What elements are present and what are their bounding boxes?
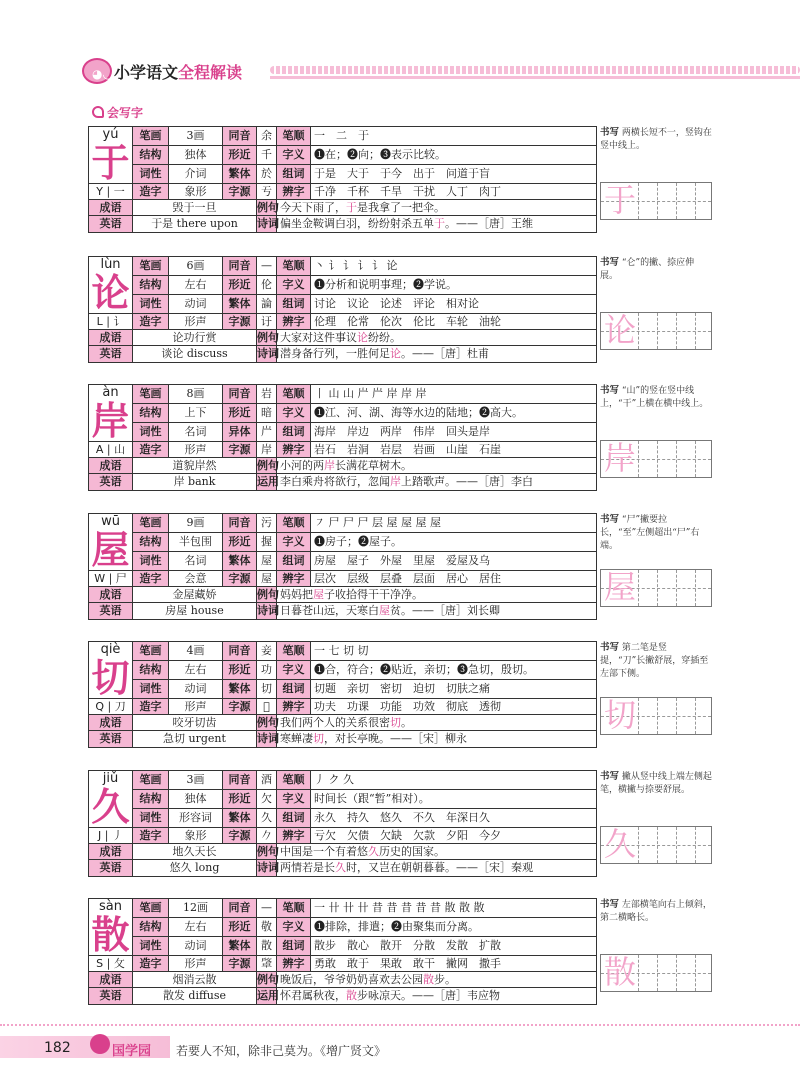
structure-label: 结构 [133,533,169,552]
stroke-count: 3画 [169,127,223,146]
index-cell: J | 丿 [89,828,133,844]
origin-glyph: 岸 [257,442,277,458]
similar-char: 功 [257,661,277,680]
structure-value: 左右 [169,918,223,937]
pos-value: 动词 [169,295,223,314]
distinguish-label: 辨字 [277,571,311,587]
alt-form-char: 切 [257,680,277,699]
index-cell: L | 讠 [89,314,133,330]
idiom-label: 成语 [89,715,133,731]
homophone-label: 同音 [223,514,257,533]
footer-divider [0,1024,800,1026]
stroke-order-label: 笔顺 [277,257,311,276]
stroke-order-label: 笔顺 [277,514,311,533]
structure-label: 结构 [133,404,169,423]
idiom-value: 烟消云散 [133,972,257,988]
stroke-order-sequence: 丶 讠 讠 讠 讠 论 [311,257,597,276]
pos-value: 介词 [169,165,223,184]
english-value: 急切 urgent [133,731,257,747]
writing-tip: 书写 撇从竖中线上端左侧起笔，横撇与捺要舒展。 [600,771,712,795]
index-cell: W | 尸 [89,571,133,587]
poem-line: 李白乘舟将欲行，忽闻岸上踏歌声。——［唐］李白 [277,474,597,490]
writing-tip-panel [600,256,712,349]
english-value: 房屋 house [133,603,257,619]
practice-char: 散 [603,953,636,991]
stroke-count: 12画 [169,899,223,918]
meaning-value: ❶江、河、湖、海等水边的陆地；❷高大。 [311,404,597,423]
poem-line: 怀君属秋夜，散步咏凉天。——［唐］韦应物 [277,988,597,1004]
structure-value: 半包围 [169,533,223,552]
words-label: 组词 [277,809,311,828]
meaning-label: 字义 [277,533,311,552]
english-label: 英语 [89,216,133,232]
origin-label: 字源 [223,184,257,200]
meaning-value: ❶分析和说明事理；❷学说。 [311,276,597,295]
character: 论 [91,270,130,315]
section-tag: 会写字 [92,104,143,121]
writing-tip: 书写 “尸”撇要拉长，“至”左侧超出“尸”右端。 [600,514,700,551]
homophone-label: 同音 [223,899,257,918]
words-label: 组词 [277,295,311,314]
example-sentence: 大家对这件事议论纷纷。 [277,330,597,346]
formation-label: 造字 [133,184,169,200]
practice-grid [600,182,712,220]
idiom-label: 成语 [89,458,133,474]
poem-label: 诗词 [257,731,277,747]
example-label: 例句 [257,972,277,988]
writing-tip-panel [600,898,712,991]
stroke-count: 9画 [169,514,223,533]
practice-char: 于 [603,181,636,219]
word-examples: 切题 亲切 密切 迫切 切肤之痛 [311,680,597,699]
formation-label: 造字 [133,956,169,972]
pinyin: qiè [100,642,121,657]
pos-value: 动词 [169,937,223,956]
similar-char: 千 [257,146,277,165]
words-label: 组词 [277,423,311,442]
english-label: 英语 [89,988,133,1004]
entry-table [88,898,597,1005]
alt-form-label: 繁体 [223,165,257,184]
english-label: 英语 [89,603,133,619]
stroke-order-sequence: 一 七 切 切 [311,642,597,661]
similar-char: 暗 [257,404,277,423]
pos-label: 词性 [133,423,169,442]
example-label: 例句 [257,587,277,603]
practice-char: 屋 [603,568,636,606]
formation-value: 形声 [169,442,223,458]
poem-label: 运用 [257,988,277,1004]
similar-label: 形近 [223,790,257,809]
idiom-value: 论功行赏 [133,330,257,346]
practice-grid [600,312,712,350]
homophone-char: — [257,899,277,918]
structure-value: 独体 [169,790,223,809]
similar-label: 形近 [223,533,257,552]
formation-label: 造字 [133,314,169,330]
word-examples: 于是 大于 于今 出于 问道于盲 [311,165,597,184]
mascot-icon [90,1034,110,1054]
distinguish-label: 辨字 [277,442,311,458]
alt-form-char: 久 [257,809,277,828]
example-sentence: 妈妈把屋子收拾得干干净净。 [277,587,597,603]
distinguish-label: 辨字 [277,828,311,844]
practice-grid [600,569,712,607]
distinguish-label: 辨字 [277,699,311,715]
page-number: 182 [44,1040,71,1056]
similar-label: 形近 [223,276,257,295]
structure-label: 结构 [133,146,169,165]
page-header [0,0,800,100]
distinguish-label: 辨字 [277,956,311,972]
hand-icon [92,106,104,118]
structure-label: 结构 [133,790,169,809]
similar-label: 形近 [223,404,257,423]
stroke-order-sequence: 丨 山 山 屵 屵 岸 岸 岸 [311,385,597,404]
idiom-label: 成语 [89,972,133,988]
similar-label: 形近 [223,146,257,165]
example-sentence: 今天下雨了，于是我拿了一把伞。 [277,200,597,216]
alt-form-label: 繁体 [223,552,257,571]
example-sentence: 晚饭后，爷爷奶奶喜欢去公园散步。 [277,972,597,988]
pos-value: 名词 [169,423,223,442]
example-sentence: 小河的两岸长满花草树木。 [277,458,597,474]
character: 于 [91,140,130,185]
distinguish-words: 功夫 功课 功能 功效 彻底 透彻 [311,699,597,715]
practice-grid [600,954,712,992]
pos-value: 名词 [169,552,223,571]
alt-form-label: 繁体 [223,809,257,828]
stroke-count: 8画 [169,385,223,404]
poem-line: 潜身备行列，一胜何足论。——［唐］杜甫 [277,346,597,362]
homophone-label: 同音 [223,385,257,404]
poem-line: 两情若是长久时，又岂在朝朝暮暮。——［宋］秦观 [277,860,597,876]
index-cell: S | 攵 [89,956,133,972]
idiom-value: 咬牙切齿 [133,715,257,731]
poem-label: 诗词 [257,216,277,232]
practice-grid [600,440,712,478]
writing-tip: 书写 第二笔是竖提，“刀”长撇舒展，穿插至左部下侧。 [600,642,709,679]
distinguish-label: 辨字 [277,184,311,200]
character: 散 [91,912,130,957]
alt-form-label: 繁体 [223,937,257,956]
writing-tip-panel [600,641,712,734]
pos-label: 词性 [133,295,169,314]
writing-tip: 书写 “山”的竖在竖中线上，“干”上横在横中线上。 [600,385,709,409]
writing-tip-panel [600,384,712,477]
distinguish-words: 亏欠 欠债 欠缺 欠款 夕阳 今夕 [311,828,597,844]
formation-value: 象形 [169,184,223,200]
pos-label: 词性 [133,937,169,956]
entry-table [88,770,597,877]
formation-label: 造字 [133,699,169,715]
distinguish-words: 千净 千杯 千旱 干扰 人丁 肉丁 [311,184,597,200]
strokes-label: 笔画 [133,257,169,276]
distinguish-label: 辨字 [277,314,311,330]
pos-label: 词性 [133,552,169,571]
similar-char: 伦 [257,276,277,295]
footer-quote: 若要人不知，除非己莫为。《增广贤文》 [176,1044,387,1058]
idiom-label: 成语 [89,844,133,860]
pos-label: 词性 [133,680,169,699]
meaning-label: 字义 [277,918,311,937]
word-examples: 房屋 屋子 外屋 里屋 爱屋及乌 [311,552,597,571]
pinyin: jiǔ [102,771,119,786]
english-label: 英语 [89,474,133,490]
word-examples: 海岸 岸边 两岸 伟岸 回头是岸 [311,423,597,442]
english-value: 谈论 discuss [133,346,257,362]
pos-label: 词性 [133,809,169,828]
idiom-value: 金屋藏娇 [133,587,257,603]
writing-tip-panel [600,770,712,863]
homophone-char: 岩 [257,385,277,404]
alt-form-char: 於 [257,165,277,184]
character: 久 [91,784,130,829]
similar-label: 形近 [223,918,257,937]
formation-value: 形声 [169,314,223,330]
origin-label: 字源 [223,956,257,972]
homophone-label: 同音 [223,127,257,146]
homophone-label: 同音 [223,642,257,661]
structure-label: 结构 [133,276,169,295]
strokes-label: 笔画 [133,642,169,661]
word-examples: 讨论 议论 论述 评论 相对论 [311,295,597,314]
origin-glyph: 屋 [257,571,277,587]
poem-line: 寒蝉凄切，对长亭晚。——［宋］柳永 [277,731,597,747]
formation-value: 象形 [169,828,223,844]
character: 岸 [91,398,130,443]
formation-value: 形声 [169,956,223,972]
char-cell [89,257,133,314]
strokes-label: 笔画 [133,385,169,404]
origin-label: 字源 [223,828,257,844]
words-label: 组词 [277,165,311,184]
meaning-label: 字义 [277,790,311,809]
stroke-count: 4画 [169,642,223,661]
origin-label: 字源 [223,442,257,458]
distinguish-words: 岩石 岩洞 岩层 岩画 山崖 石崖 [311,442,597,458]
header-decoration-line [270,76,800,79]
poem-label: 运用 [257,474,277,490]
structure-value: 左右 [169,276,223,295]
similar-char: 敬 [257,918,277,937]
distinguish-words: 层次 层级 层叠 层面 居心 居住 [311,571,597,587]
practice-char: 切 [603,696,636,734]
entry-table [88,126,597,233]
pos-label: 词性 [133,165,169,184]
example-label: 例句 [257,330,277,346]
example-label: 例句 [257,458,277,474]
example-label: 例句 [257,715,277,731]
alt-form-label: 异体 [223,423,257,442]
alt-form-char: 屋 [257,552,277,571]
char-cell [89,385,133,442]
stroke-order-label: 笔顺 [277,771,311,790]
homophone-char: 妾 [257,642,277,661]
example-label: 例句 [257,844,277,860]
entry-table [88,641,597,748]
structure-label: 结构 [133,661,169,680]
homophone-char: — [257,257,277,276]
poem-line: 日暮苍山远，天寒白屋贫。——［唐］刘长卿 [277,603,597,619]
words-label: 组词 [277,937,311,956]
pos-value: 形容词 [169,809,223,828]
meaning-label: 字义 [277,404,311,423]
alt-form-char: 屵 [257,423,277,442]
stroke-order-sequence: 丿 ク 久 [311,771,597,790]
index-cell: A | 山 [89,442,133,458]
stroke-order-label: 笔顺 [277,385,311,404]
writing-tip-panel [600,126,712,219]
word-examples: 永久 持久 悠久 不久 年深日久 [311,809,597,828]
stroke-order-label: 笔顺 [277,899,311,918]
similar-char: 欠 [257,790,277,809]
poem-label: 诗词 [257,603,277,619]
english-label: 英语 [89,346,133,362]
english-value: 散发 diffuse [133,988,257,1004]
stroke-order-sequence: 一 二 于 [311,127,597,146]
mascot-logo-icon: ◕◡◕ [82,58,112,84]
practice-char: 久 [603,825,636,863]
entry-table [88,384,597,491]
example-sentence: 中国是一个有着悠久历史的国家。 [277,844,597,860]
writing-tip: 书写 两横长短不一，竖钩在竖中线上。 [600,127,712,151]
meaning-label: 字义 [277,276,311,295]
entry-table [88,256,597,363]
practice-grid [600,826,712,864]
poem-label: 诗词 [257,860,277,876]
english-label: 英语 [89,860,133,876]
origin-glyph: 亐 [257,184,277,200]
pinyin: wū [101,514,120,529]
char-cell [89,899,133,956]
english-label: 英语 [89,731,133,747]
practice-grid [600,697,712,735]
structure-value: 上下 [169,404,223,423]
formation-value: 形声 [169,699,223,715]
index-cell: Y | 一 [89,184,133,200]
character: 切 [91,655,130,700]
similar-label: 形近 [223,661,257,680]
pinyin: àn [102,385,119,400]
meaning-label: 字义 [277,146,311,165]
homophone-label: 同音 [223,257,257,276]
book-title: 小学语文全程解读 [114,63,243,82]
origin-label: 字源 [223,314,257,330]
pos-value: 动词 [169,680,223,699]
similar-char: 握 [257,533,277,552]
idiom-value: 道貌岸然 [133,458,257,474]
pinyin: sàn [99,899,122,914]
poem-line: 偏坐金鞍调白羽，纷纷射杀五单于。——［唐］王维 [277,216,597,232]
english-value: 岸 bank [133,474,257,490]
formation-label: 造字 [133,828,169,844]
char-cell [89,771,133,828]
index-cell: Q | 刀 [89,699,133,715]
formation-label: 造字 [133,571,169,587]
stroke-order-label: 笔顺 [277,642,311,661]
footer-label: 国学园 [112,1044,152,1059]
origin-glyph: 𠂊 [257,828,277,844]
idiom-label: 成语 [89,587,133,603]
idiom-value: 毁于一旦 [133,200,257,216]
stroke-count: 3画 [169,771,223,790]
structure-label: 结构 [133,918,169,937]
homophone-label: 同音 [223,771,257,790]
stroke-order-sequence: 一 卄 卄 卄 昔 昔 昔 昔 昔 散 散 散 [311,899,597,918]
poem-label: 诗词 [257,346,277,362]
char-cell [89,642,133,699]
header-decoration [270,66,800,74]
alt-form-label: 繁体 [223,295,257,314]
origin-label: 字源 [223,699,257,715]
words-label: 组词 [277,680,311,699]
homophone-char: 污 [257,514,277,533]
alt-form-label: 繁体 [223,680,257,699]
idiom-label: 成语 [89,200,133,216]
origin-glyph: 𭃢 [257,699,277,715]
strokes-label: 笔画 [133,127,169,146]
origin-label: 字源 [223,571,257,587]
entry-table [88,513,597,620]
stroke-order-sequence: ㇇ 尸 尸 尸 层 屋 屋 屋 屋 [311,514,597,533]
stroke-order-label: 笔顺 [277,127,311,146]
stroke-count: 6画 [169,257,223,276]
pinyin: yú [102,127,119,142]
writing-tip: 书写 “仑”的撇、捺应伸展。 [600,257,695,281]
homophone-char: 酒 [257,771,277,790]
example-label: 例句 [257,200,277,216]
english-value: 于是 there upon [133,216,257,232]
structure-value: 左右 [169,661,223,680]
strokes-label: 笔画 [133,899,169,918]
writing-tip: 书写 左部横笔向右上倾斜，第二横略长。 [600,899,712,923]
character: 屋 [91,527,130,572]
formation-label: 造字 [133,442,169,458]
meaning-value: ❶合，符合；❷贴近，亲切；❸急切，殷切。 [311,661,597,680]
meaning-value: 时间长（跟“暂”相对）。 [311,790,597,809]
structure-value: 独体 [169,146,223,165]
meaning-value: ❶房子；❷屋子。 [311,533,597,552]
char-cell [89,514,133,571]
distinguish-words: 勇敢 敢于 果敢 敢干 撇网 撒手 [311,956,597,972]
origin-glyph: 𬣙 [257,314,277,330]
writing-tip-panel [600,513,712,606]
strokes-label: 笔画 [133,514,169,533]
english-value: 悠久 long [133,860,257,876]
alt-form-char: 論 [257,295,277,314]
example-sentence: 我们两个人的关系很密切。 [277,715,597,731]
char-cell [89,127,133,184]
meaning-label: 字义 [277,661,311,680]
meaning-value: ❶排除，排遣；❷由聚集而分离。 [311,918,597,937]
homophone-char: 余 [257,127,277,146]
idiom-label: 成语 [89,330,133,346]
alt-form-char: 散 [257,937,277,956]
strokes-label: 笔画 [133,771,169,790]
words-label: 组词 [277,552,311,571]
practice-char: 论 [603,311,636,349]
meaning-value: ❶在；❷向；❸表示比较。 [311,146,597,165]
formation-value: 会意 [169,571,223,587]
origin-glyph: 𢿭 [257,956,277,972]
distinguish-words: 伦理 伦常 伦次 伦比 车轮 油轮 [311,314,597,330]
pinyin: lùn [100,257,121,272]
practice-char: 岸 [603,439,636,477]
idiom-value: 地久天长 [133,844,257,860]
word-examples: 散步 散心 散开 分散 发散 扩散 [311,937,597,956]
